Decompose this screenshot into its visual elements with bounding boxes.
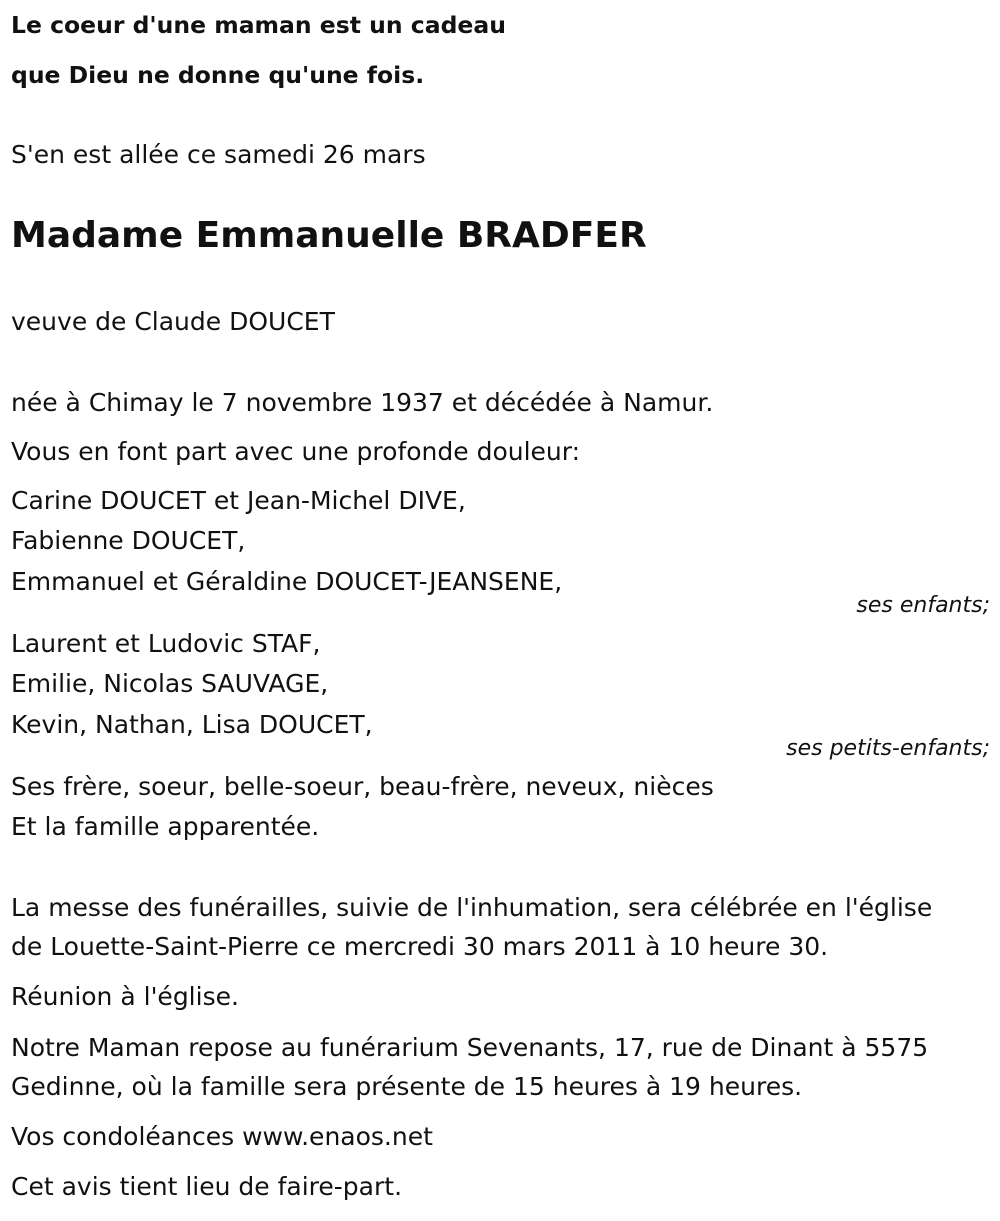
- funerarium-line-1: Notre Maman repose au funérarium Sevenants, 17, rue de Dinant à 5575: [11, 1033, 929, 1062]
- epigraph-line-2: que Dieu ne donne qu'une fois.: [11, 61, 425, 89]
- condolences-text: Vos condoléances www.enaos.net: [11, 1122, 433, 1151]
- child-name: Fabienne DOUCET,: [11, 526, 246, 555]
- grandchild-name: Emilie, Nicolas SAUVAGE,: [11, 669, 329, 698]
- family-line-2: Et la famille apparentée.: [11, 812, 320, 841]
- closing-text: Cet avis tient lieu de faire-part.: [11, 1172, 403, 1201]
- funeral-line-1: La messe des funérailles, suivie de l'inhumation, sera célébrée en l'église: [11, 893, 933, 922]
- funerarium-line-2: Gedinne, où la famille sera présente de 15 heures à 19 heures.: [11, 1072, 803, 1101]
- grandchild-name: Kevin, Nathan, Lisa DOUCET,: [11, 710, 373, 739]
- widow-of-text: veuve de Claude DOUCET: [11, 307, 335, 336]
- children-role-label: ses enfants;: [856, 593, 990, 618]
- birth-death-text: née à Chimay le 7 novembre 1937 et décédée à Namur.: [11, 388, 714, 417]
- grandchildren-role-label: ses petits-enfants;: [786, 736, 990, 761]
- epigraph-line-1: Le coeur d'une maman est un cadeau: [11, 11, 506, 39]
- family-line-1: Ses frère, soeur, belle-soeur, beau-frère, neveux, nièces: [11, 772, 714, 801]
- meeting-text: Réunion à l'église.: [11, 982, 239, 1011]
- child-name: Carine DOUCET et Jean-Michel DIVE,: [11, 486, 466, 515]
- intro-text: S'en est allée ce samedi 26 mars: [11, 140, 426, 169]
- grandchild-name: Laurent et Ludovic STAF,: [11, 629, 321, 658]
- announcement-text: Vous en font part avec une profonde douleur:: [11, 437, 581, 466]
- funeral-line-2: de Louette-Saint-Pierre ce mercredi 30 mars 2011 à 10 heure 30.: [11, 932, 829, 961]
- deceased-name: Madame Emmanuelle BRADFER: [11, 215, 647, 256]
- child-name: Emmanuel et Géraldine DOUCET-JEANSENE,: [11, 567, 563, 596]
